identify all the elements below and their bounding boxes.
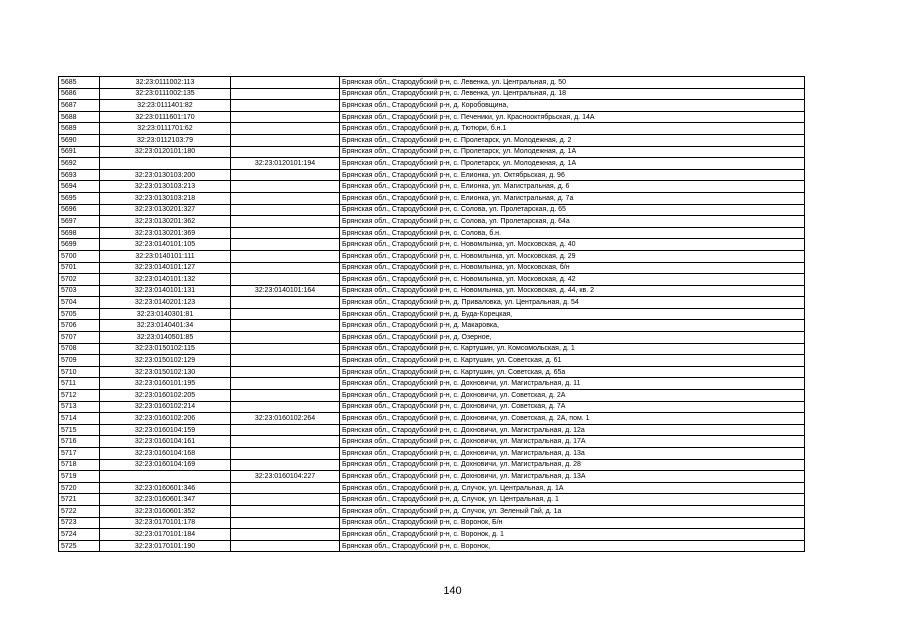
table-row (59, 320, 805, 332)
table-row (59, 390, 805, 402)
cadastral-number-cell: 32:23:0140101:127 (100, 262, 231, 274)
related-cadastral-number-cell (231, 540, 340, 552)
address-cell: Брянская обл., Стародубский р-н, д. Коробовщина, (340, 100, 805, 112)
table-row (59, 343, 805, 355)
row-number-cell: 5685 (59, 77, 100, 89)
related-cadastral-number-cell (231, 390, 340, 402)
row-number-cell: 5717 (59, 448, 100, 460)
address-cell: Брянская обл., Стародубский р-н, с. Картушин, ул. Советская, д. 61 (340, 355, 805, 367)
address-cell: Брянская обл., Стародубский р-н, д. Озерное, (340, 332, 805, 344)
related-cadastral-number-cell (231, 239, 340, 251)
table-row (59, 227, 805, 239)
table-row (59, 123, 805, 135)
row-number-cell: 5702 (59, 274, 100, 286)
address-cell: Брянская обл., Стародубский р-н, с. Воронок, Б/н (340, 517, 805, 529)
table-row (59, 100, 805, 112)
related-cadastral-number-cell (231, 320, 340, 332)
cadastral-number-cell: 32:23:0160102:214 (100, 401, 231, 413)
cadastral-number-cell: 32:23:0140101:132 (100, 274, 231, 286)
row-number-cell: 5687 (59, 100, 100, 112)
table-row (59, 192, 805, 204)
row-number-cell: 5686 (59, 88, 100, 100)
related-cadastral-number-cell (231, 505, 340, 517)
row-number-cell: 5688 (59, 111, 100, 123)
cadastral-number-cell: 32:23:0130201:362 (100, 216, 231, 228)
row-number-cell: 5689 (59, 123, 100, 135)
address-cell: Брянская обл., Стародубский р-н, с. Елионка, ул. Магистральная, д. 7а (340, 192, 805, 204)
cadastral-number-cell: 32:23:0160601:347 (100, 494, 231, 506)
address-cell: Брянская обл., Стародубский р-н, с. Дохновичи, ул. Магистральная, д. 28 (340, 459, 805, 471)
row-number-cell: 5697 (59, 216, 100, 228)
row-number-cell: 5699 (59, 239, 100, 251)
row-number-cell: 5701 (59, 262, 100, 274)
address-cell: Брянская обл., Стародубский р-н, с. Солова, ул. Пролетарская, д. 64а (340, 216, 805, 228)
related-cadastral-number-cell (231, 366, 340, 378)
cadastral-table-body (59, 77, 805, 552)
address-cell: Брянская обл., Стародубский р-н, с. Воронок, (340, 540, 805, 552)
related-cadastral-number-cell (231, 146, 340, 158)
related-cadastral-number-cell (231, 123, 340, 135)
cadastral-number-cell: 32:23:0111601:170 (100, 111, 231, 123)
cadastral-number-cell: 32:23:0160601:352 (100, 505, 231, 517)
address-cell: Брянская обл., Стародубский р-н, с. Солова, ул. Пролетарская, д. 65 (340, 204, 805, 216)
row-number-cell: 5721 (59, 494, 100, 506)
related-cadastral-number-cell (231, 134, 340, 146)
row-number-cell: 5703 (59, 285, 100, 297)
table-row (59, 494, 805, 506)
related-cadastral-number-cell (231, 100, 340, 112)
cadastral-number-cell (100, 471, 231, 483)
table-row (59, 111, 805, 123)
address-cell: Брянская обл., Стародубский р-н, с. Новомлынка, ул. Московская, д. 29 (340, 250, 805, 262)
row-number-cell: 5696 (59, 204, 100, 216)
address-cell: Брянская обл., Стародубский р-н, с. Дохновичи, ул. Советская, д. 7А (340, 401, 805, 413)
address-cell: Брянская обл., Стародубский р-н, с. Пролетарск, ул. Молодежная, д. 2 (340, 134, 805, 146)
row-number-cell: 5700 (59, 250, 100, 262)
related-cadastral-number-cell (231, 494, 340, 506)
table-row (59, 308, 805, 320)
related-cadastral-number-cell (231, 250, 340, 262)
related-cadastral-number-cell (231, 274, 340, 286)
cadastral-number-cell: 32:23:0140301:81 (100, 308, 231, 320)
table-row (59, 517, 805, 529)
table-row (59, 262, 805, 274)
row-number-cell: 5718 (59, 459, 100, 471)
cadastral-number-cell: 32:23:0112103:79 (100, 134, 231, 146)
table-row (59, 459, 805, 471)
row-number-cell: 5705 (59, 308, 100, 320)
row-number-cell: 5723 (59, 517, 100, 529)
table-row (59, 146, 805, 158)
table-row (59, 285, 805, 297)
row-number-cell: 5724 (59, 529, 100, 541)
row-number-cell: 5690 (59, 134, 100, 146)
cadastral-number-cell: 32:23:0140101:131 (100, 285, 231, 297)
row-number-cell: 5719 (59, 471, 100, 483)
related-cadastral-number-cell (231, 227, 340, 239)
address-cell: Брянская обл., Стародубский р-н, д. Макаровка, (340, 320, 805, 332)
cadastral-number-cell: 32:23:0170101:190 (100, 540, 231, 552)
related-cadastral-number-cell (231, 448, 340, 460)
related-cadastral-number-cell (231, 308, 340, 320)
address-cell: Брянская обл., Стародубский р-н, с. Елионка, ул. Октябрьская, д. 96 (340, 169, 805, 181)
row-number-cell: 5714 (59, 413, 100, 425)
cadastral-number-cell: 32:23:0160104:168 (100, 448, 231, 460)
row-number-cell: 5713 (59, 401, 100, 413)
table-row (59, 88, 805, 100)
address-cell: Брянская обл., Стародубский р-н, с. Дохновичи, ул. Советская, д. 2А, пом. 1 (340, 413, 805, 425)
address-cell: Брянская обл., Стародубский р-н, с. Воронок, д. 1 (340, 529, 805, 541)
related-cadastral-number-cell (231, 482, 340, 494)
row-number-cell: 5694 (59, 181, 100, 193)
cadastral-number-cell: 32:23:0140401:34 (100, 320, 231, 332)
address-cell: Брянская обл., Стародубский р-н, с. Дохновичи, ул. Магистральная, д. 11 (340, 378, 805, 390)
row-number-cell: 5722 (59, 505, 100, 517)
cadastral-number-cell: 32:23:0160101:195 (100, 378, 231, 390)
address-cell: Брянская обл., Стародубский р-н, д. Приваловка, ул. Центральная, д. 54 (340, 297, 805, 309)
address-cell: Брянская обл., Стародубский р-н, д. Случок, ул. Центральная, д. 1 (340, 494, 805, 506)
address-cell: Брянская обл., Стародубский р-н, с. Новомлынка, ул. Московская, д. 44, кв. 2 (340, 285, 805, 297)
cadastral-number-cell: 32:23:0130103:213 (100, 181, 231, 193)
cadastral-number-cell: 32:23:0170101:178 (100, 517, 231, 529)
cadastral-number-cell: 32:23:0160601:346 (100, 482, 231, 494)
table-row (59, 540, 805, 552)
related-cadastral-number-cell (231, 401, 340, 413)
table-row (59, 274, 805, 286)
cadastral-number-cell: 32:23:0130103:200 (100, 169, 231, 181)
row-number-cell: 5710 (59, 366, 100, 378)
table-row (59, 134, 805, 146)
related-cadastral-number-cell (231, 204, 340, 216)
related-cadastral-number-cell: 32:23:0160102:264 (231, 413, 340, 425)
address-cell: Брянская обл., Стародубский р-н, с. Дохновичи, ул. Магистральная, д. 17А (340, 436, 805, 448)
cadastral-number-cell: 32:23:0140201:123 (100, 297, 231, 309)
cadastral-table (58, 76, 805, 552)
table-row (59, 529, 805, 541)
address-cell: Брянская обл., Стародубский р-н, д. Случок, ул. Зеленый Гай, д. 1а (340, 505, 805, 517)
row-number-cell: 5720 (59, 482, 100, 494)
related-cadastral-number-cell: 32:23:0160104:227 (231, 471, 340, 483)
address-cell: Брянская обл., Стародубский р-н, с. Левенка, ул. Центральная, д. 18 (340, 88, 805, 100)
table-row (59, 250, 805, 262)
cadastral-number-cell: 32:23:0160104:159 (100, 424, 231, 436)
related-cadastral-number-cell (231, 77, 340, 89)
related-cadastral-number-cell: 32:23:0120101:194 (231, 158, 340, 170)
address-cell: Брянская обл., Стародубский р-н, с. Печеники, ул. Краснооктябрьская, д. 14А (340, 111, 805, 123)
table-row (59, 204, 805, 216)
related-cadastral-number-cell (231, 529, 340, 541)
address-cell: Брянская обл., Стародубский р-н, с. Дохновичи, ул. Советская, д. 2А (340, 390, 805, 402)
row-number-cell: 5692 (59, 158, 100, 170)
table-row (59, 448, 805, 460)
row-number-cell: 5704 (59, 297, 100, 309)
cadastral-number-cell: 32:23:0160102:205 (100, 390, 231, 402)
table-row (59, 378, 805, 390)
row-number-cell: 5711 (59, 378, 100, 390)
table-row (59, 332, 805, 344)
row-number-cell: 5715 (59, 424, 100, 436)
address-cell: Брянская обл., Стародубский р-н, д. Буда-Корецкая, (340, 308, 805, 320)
row-number-cell: 5707 (59, 332, 100, 344)
related-cadastral-number-cell (231, 343, 340, 355)
related-cadastral-number-cell (231, 459, 340, 471)
row-number-cell: 5709 (59, 355, 100, 367)
address-cell: Брянская обл., Стародубский р-н, с. Пролетарск, ул. Молодежная, д. 1А (340, 158, 805, 170)
cadastral-number-cell: 32:23:0150102:129 (100, 355, 231, 367)
cadastral-number-cell: 32:23:0140501:85 (100, 332, 231, 344)
cadastral-number-cell: 32:23:0130201:369 (100, 227, 231, 239)
table-row (59, 471, 805, 483)
table-row (59, 401, 805, 413)
related-cadastral-number-cell (231, 355, 340, 367)
address-cell: Брянская обл., Стародубский р-н, с. Картушин, ул. Советская, д. 65а (340, 366, 805, 378)
related-cadastral-number-cell (231, 297, 340, 309)
cadastral-number-cell: 32:23:0140101:111 (100, 250, 231, 262)
table-row (59, 413, 805, 425)
row-number-cell: 5725 (59, 540, 100, 552)
address-cell: Брянская обл., Стародубский р-н, с. Картушин, ул. Комсомольская, д. 1 (340, 343, 805, 355)
cadastral-number-cell: 32:23:0160104:169 (100, 459, 231, 471)
cadastral-number-cell: 32:23:0160102:206 (100, 413, 231, 425)
table-row (59, 169, 805, 181)
table-row (59, 216, 805, 228)
cadastral-number-cell: 32:23:0150102:115 (100, 343, 231, 355)
related-cadastral-number-cell (231, 216, 340, 228)
related-cadastral-number-cell (231, 424, 340, 436)
cadastral-number-cell: 32:23:0111401:82 (100, 100, 231, 112)
table-row (59, 181, 805, 193)
row-number-cell: 5691 (59, 146, 100, 158)
row-number-cell: 5716 (59, 436, 100, 448)
table-row (59, 436, 805, 448)
address-cell: Брянская обл., Стародубский р-н, с. Елионка, ул. Магистральная, д. 6 (340, 181, 805, 193)
address-cell: Брянская обл., Стародубский р-н, с. Дохновичи, ул. Магистральная, д. 13а (340, 448, 805, 460)
cadastral-number-cell: 32:23:0170101:184 (100, 529, 231, 541)
row-number-cell: 5712 (59, 390, 100, 402)
related-cadastral-number-cell (231, 262, 340, 274)
address-cell: Брянская обл., Стародубский р-н, с. Левенка, ул. Центральная, д. 50 (340, 77, 805, 89)
table-row (59, 77, 805, 89)
table-row (59, 158, 805, 170)
related-cadastral-number-cell (231, 378, 340, 390)
page-number: 140 (443, 585, 462, 597)
table-row (59, 505, 805, 517)
table-row (59, 366, 805, 378)
cadastral-number-cell: 32:23:0111002:113 (100, 77, 231, 89)
address-cell: Брянская обл., Стародубский р-н, с. Дохновичи, ул. Магистральная, д. 12а (340, 424, 805, 436)
row-number-cell: 5706 (59, 320, 100, 332)
cadastral-number-cell: 32:23:0160104:161 (100, 436, 231, 448)
related-cadastral-number-cell (231, 169, 340, 181)
related-cadastral-number-cell (231, 88, 340, 100)
related-cadastral-number-cell (231, 332, 340, 344)
cadastral-number-cell: 32:23:0120101:180 (100, 146, 231, 158)
cadastral-number-cell: 32:23:0150102:130 (100, 366, 231, 378)
table-row (59, 355, 805, 367)
cadastral-number-cell (100, 158, 231, 170)
cadastral-number-cell: 32:23:0130201:327 (100, 204, 231, 216)
row-number-cell: 5695 (59, 192, 100, 204)
address-cell: Брянская обл., Стародубский р-н, с. Солова, б.н. (340, 227, 805, 239)
row-number-cell: 5693 (59, 169, 100, 181)
address-cell: Брянская обл., Стародубский р-н, д. Тютюри, б.н.1 (340, 123, 805, 135)
related-cadastral-number-cell (231, 436, 340, 448)
cadastral-number-cell: 32:23:0111701:62 (100, 123, 231, 135)
address-cell: Брянская обл., Стародубский р-н, с. Пролетарск, ул. Молодежная, д. 1А (340, 146, 805, 158)
row-number-cell: 5708 (59, 343, 100, 355)
related-cadastral-number-cell (231, 111, 340, 123)
address-cell: Брянская обл., Стародубский р-н, с. Новомлынка, ул. Московская, д. 42 (340, 274, 805, 286)
address-cell: Брянская обл., Стародубский р-н, с. Новомлынка, ул. Московская, д. 40 (340, 239, 805, 251)
cadastral-number-cell: 32:23:0130103:218 (100, 192, 231, 204)
table-row (59, 297, 805, 309)
address-cell: Брянская обл., Стародубский р-н, с. Новомлынка, ул. Московская, б/н (340, 262, 805, 274)
table-row (59, 239, 805, 251)
table-row (59, 482, 805, 494)
related-cadastral-number-cell: 32:23:0140101:164 (231, 285, 340, 297)
address-cell: Брянская обл., Стародубский р-н, с. Дохновичи, ул. Магистральная, д. 13А (340, 471, 805, 483)
address-cell: Брянская обл., Стародубский р-н, д. Случок, ул. Центральная, д. 1А (340, 482, 805, 494)
cadastral-number-cell: 32:23:0140101:105 (100, 239, 231, 251)
row-number-cell: 5698 (59, 227, 100, 239)
related-cadastral-number-cell (231, 517, 340, 529)
related-cadastral-number-cell (231, 181, 340, 193)
related-cadastral-number-cell (231, 192, 340, 204)
cadastral-number-cell: 32:23:0111002:135 (100, 88, 231, 100)
table-row (59, 424, 805, 436)
